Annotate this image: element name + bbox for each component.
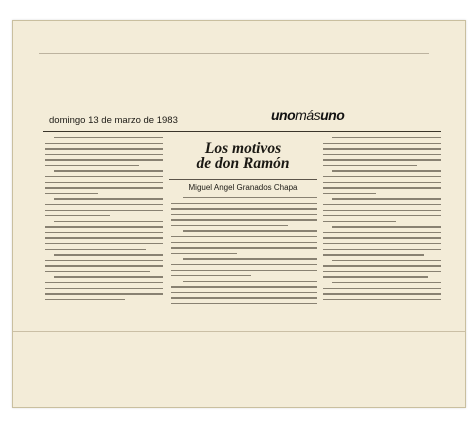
text-line [171, 203, 317, 204]
text-line [45, 210, 163, 211]
text-line [171, 275, 251, 276]
text-line [45, 237, 163, 238]
text-line [45, 232, 163, 233]
text-line [332, 260, 441, 261]
text-line [45, 187, 163, 188]
clipping-header [45, 107, 425, 127]
text-line [54, 221, 163, 222]
text-line [171, 236, 317, 237]
text-line [45, 299, 125, 300]
text-line [171, 297, 317, 298]
text-line [45, 288, 163, 289]
text-line [323, 243, 441, 244]
text-line [54, 254, 163, 255]
handwritten-mark [39, 53, 429, 60]
text-line [45, 260, 163, 261]
text-line [183, 230, 317, 231]
text-line [323, 221, 396, 222]
text-line [323, 254, 424, 255]
text-line [54, 198, 163, 199]
text-line [45, 265, 163, 266]
paper-fold [13, 331, 465, 332]
text-line [323, 159, 441, 160]
text-line [54, 170, 163, 171]
body-paragraph [45, 137, 163, 166]
body-paragraph [45, 170, 163, 194]
article-title-line-2: de don Ramón [196, 155, 290, 172]
body-paragraph [323, 226, 441, 255]
text-line [171, 219, 317, 220]
text-line [45, 148, 163, 149]
text-line [171, 247, 317, 248]
body-paragraph [171, 230, 317, 254]
body-paragraph [45, 276, 163, 300]
text-line [45, 215, 110, 216]
text-line [323, 204, 441, 205]
body-paragraph [323, 137, 441, 166]
body-paragraph [323, 282, 441, 300]
text-line [45, 182, 163, 183]
text-line [323, 293, 441, 294]
text-line [323, 288, 441, 289]
header-rule [43, 131, 441, 132]
text-line [45, 193, 98, 194]
text-line [45, 204, 163, 205]
text-line [171, 264, 317, 265]
text-line [45, 282, 163, 283]
text-line [323, 210, 441, 211]
article-title-line-1: Los motivos [204, 140, 282, 157]
text-line [323, 299, 441, 300]
text-line [45, 226, 163, 227]
text-line [323, 232, 441, 233]
body-paragraph [45, 221, 163, 250]
text-line [171, 270, 317, 271]
text-line [323, 193, 376, 194]
text-line [171, 253, 237, 254]
body-paragraph [323, 198, 441, 222]
text-line [323, 215, 441, 216]
text-line [45, 243, 163, 244]
text-line [323, 187, 441, 188]
body-paragraph [323, 170, 441, 194]
text-line [171, 225, 288, 226]
text-line [171, 292, 317, 293]
text-line [45, 293, 163, 294]
masthead-part-uno-2: uno [320, 107, 345, 123]
text-line [45, 271, 150, 272]
text-line [323, 176, 441, 177]
text-line [323, 165, 417, 166]
text-line [323, 249, 441, 250]
text-line [45, 154, 163, 155]
text-line [332, 170, 441, 171]
text-line [45, 143, 163, 144]
text-line [45, 159, 163, 160]
body-paragraph [323, 260, 441, 278]
text-line [54, 276, 163, 277]
newspaper-masthead [271, 107, 344, 123]
text-line [323, 276, 428, 277]
text-line [45, 249, 146, 250]
text-line [171, 303, 317, 304]
publication-date: domingo 13 de marzo de 1983 [49, 115, 178, 126]
article-column-3 [323, 137, 441, 304]
text-line [332, 226, 441, 227]
text-line [54, 137, 163, 138]
text-line [323, 271, 441, 272]
text-line [45, 176, 163, 177]
body-paragraph [171, 258, 317, 276]
text-line [183, 281, 317, 282]
text-line [171, 214, 317, 215]
text-line [183, 258, 317, 259]
text-line [323, 143, 441, 144]
body-paragraph [171, 281, 317, 305]
text-line [332, 282, 441, 283]
masthead-part-mas: más [295, 107, 321, 123]
newspaper-clipping [12, 20, 466, 408]
article-title [169, 141, 317, 171]
body-paragraph [45, 254, 163, 272]
article-author: Miguel Angel Granados Chapa [169, 179, 317, 192]
text-line [323, 154, 441, 155]
body-paragraph [171, 197, 317, 226]
article-column-1 [45, 137, 163, 304]
text-line [332, 137, 441, 138]
text-line [323, 265, 441, 266]
text-line [183, 197, 317, 198]
text-line [332, 198, 441, 199]
text-line [45, 165, 139, 166]
text-line [171, 208, 317, 209]
text-line [171, 286, 317, 287]
text-line [323, 182, 441, 183]
article-title-block [169, 137, 317, 191]
article-column-2 [171, 197, 317, 309]
body-paragraph [45, 198, 163, 216]
text-line [323, 237, 441, 238]
text-line [171, 242, 317, 243]
text-line [323, 148, 441, 149]
masthead-part-uno: uno [271, 107, 296, 123]
